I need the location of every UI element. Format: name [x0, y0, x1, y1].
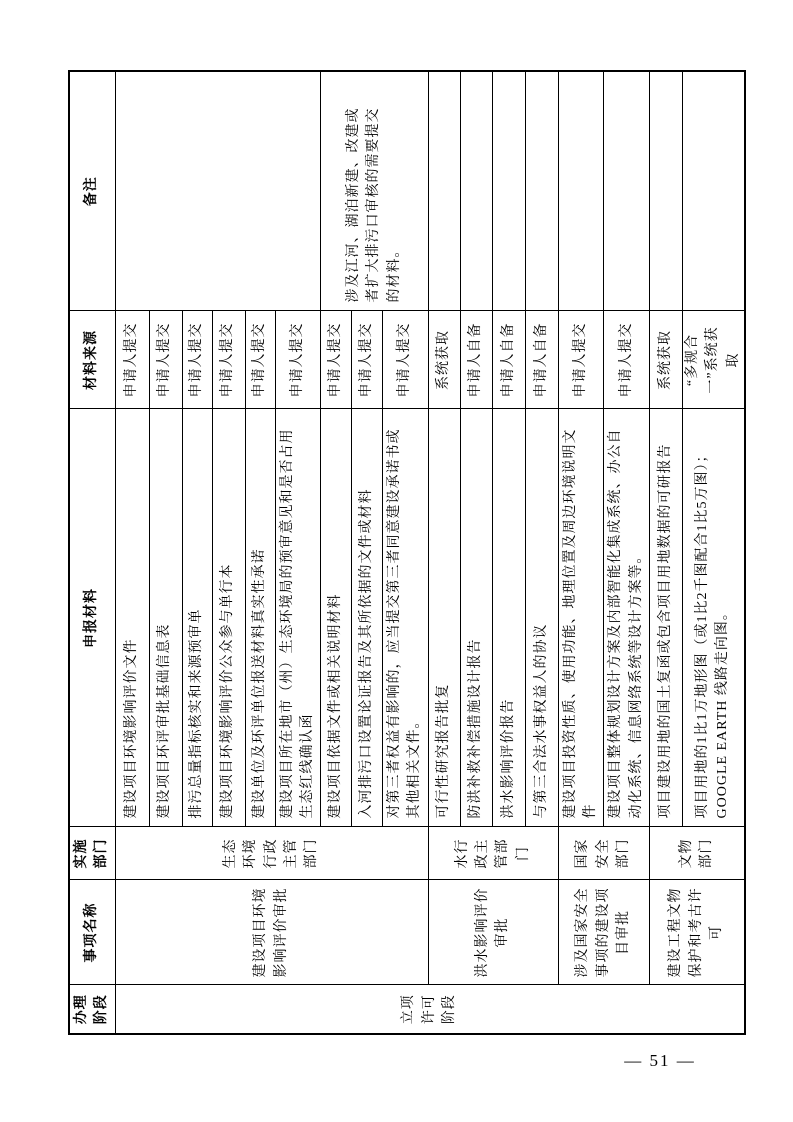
material-cell: 入河排污口设置论证报告及其所依据的文件或材料: [352, 409, 383, 827]
page-number: — 51 —: [624, 1051, 696, 1070]
header-stage: 办理阶段: [69, 985, 115, 1034]
material-cell: 建设项目投资性质、使用功能、地理位置及周边环境说明文件: [558, 409, 604, 827]
item-name-cell: 涉及国家安全事项的建设项目审批: [558, 880, 649, 985]
table-row: [115, 71, 149, 1034]
item-name-cell: 建设项目环境影响评价审批: [115, 880, 428, 985]
source-cell: 申请人提交: [383, 311, 429, 409]
department-cell: 文物部门: [649, 827, 744, 880]
remark-cell: [525, 71, 558, 311]
material-cell: 建设单位及环评单位报送材料真实性承诺: [245, 409, 275, 827]
approval-items-table: [68, 70, 746, 1035]
source-cell: “多规合一”系统获取: [682, 311, 744, 409]
source-cell: 申请人提交: [149, 311, 182, 409]
department-cell: 国家安全部门: [558, 827, 649, 880]
header-materials: 申报材料: [69, 409, 115, 827]
header-item-name: 事项名称: [69, 880, 115, 985]
table-row: [558, 71, 604, 1034]
department-cell: 生态环境行政主管部门: [115, 827, 428, 880]
header-remarks: 备注: [69, 71, 115, 311]
item-name-cell: 建设工程文物保护和考古许可: [649, 880, 744, 985]
table-row: [428, 71, 460, 1034]
remark-cell: [682, 71, 744, 311]
source-cell: 系统获取: [428, 311, 460, 409]
rotated-table-container: [68, 72, 741, 1035]
source-cell: 申请人提交: [245, 311, 275, 409]
header-row: [69, 71, 115, 1034]
material-cell: 建设项目整体规划设计方案及内部智能化集成系统、办公自动化系统、信息网络系统等设计方案等。: [604, 409, 650, 827]
material-cell: 建设项目环评审批基础信息表: [149, 409, 182, 827]
material-cell: 建设项目所在地市（州）生态环境局的预审意见和是否占用生态红线确认函: [275, 409, 321, 827]
material-cell: 可行性研究报告批复: [428, 409, 460, 827]
source-cell: 申请人提交: [604, 311, 650, 409]
source-cell: 申请人提交: [182, 311, 212, 409]
material-cell: 建设项目环境影响评价文件: [115, 409, 149, 827]
source-cell: 申请人提交: [352, 311, 383, 409]
remark-cell: [115, 71, 321, 311]
material-cell: 对第三者权益有影响的，应当提交第三者同意建设承诺书或其他相关文件。: [383, 409, 429, 827]
source-cell: 申请人自备: [492, 311, 525, 409]
source-cell: 申请人提交: [321, 311, 352, 409]
item-name-cell: 洪水影响评价审批: [428, 880, 558, 985]
stage-cell: 立项许可阶段: [115, 985, 745, 1034]
department-cell: 水行政主管部门: [428, 827, 558, 880]
source-cell: 申请人提交: [275, 311, 321, 409]
source-cell: 申请人提交: [115, 311, 149, 409]
source-cell: 申请人自备: [525, 311, 558, 409]
material-cell: 洪水影响评价报告: [492, 409, 525, 827]
material-cell: 排污总量指标核实和来源预审单: [182, 409, 212, 827]
header-department: 实施部门: [69, 827, 115, 880]
header-source: 材料来源: [69, 311, 115, 409]
source-cell: 申请人提交: [558, 311, 604, 409]
remark-cell: [460, 71, 492, 311]
table-row: [649, 71, 682, 1034]
material-cell: 项目建设用地的国土复函或包含项目用地数据的可研报告: [649, 409, 682, 827]
material-cell: 防洪补救补偿措施设计报告: [460, 409, 492, 827]
remark-cell: [649, 71, 682, 311]
remark-cell: [604, 71, 650, 311]
material-cell: 与第三合法水事权益人的协议: [525, 409, 558, 827]
remark-cell: 涉及江河、湖泊新建、改建或者扩大排污口审核的需要提交的材料。: [321, 71, 429, 311]
material-cell: 建设项目依据文件或相关说明材料: [321, 409, 352, 827]
remark-cell: [492, 71, 525, 311]
source-cell: 系统获取: [649, 311, 682, 409]
material-cell: 建设项目环境影响评价公众参与单行本: [212, 409, 245, 827]
material-cell: 项目用地的1比1万地形图（或1比2千图配合1比5万图）；GOOGLE EARTH 线路走向图。: [682, 409, 744, 827]
remark-cell: [558, 71, 604, 311]
source-cell: 申请人提交: [212, 311, 245, 409]
remark-cell: [428, 71, 460, 311]
source-cell: 申请人自备: [460, 311, 492, 409]
